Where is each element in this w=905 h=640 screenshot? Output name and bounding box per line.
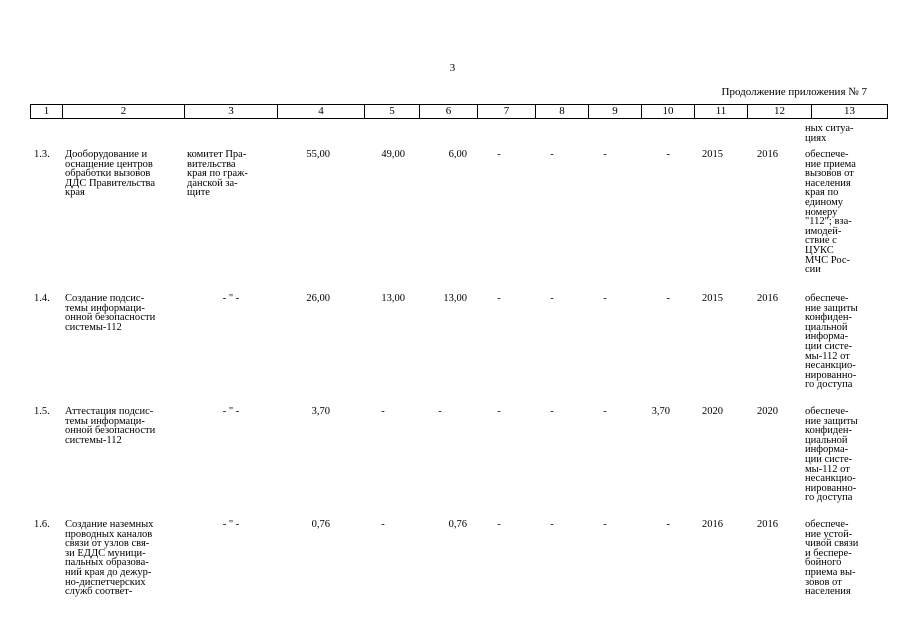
row-1-3-col6: 6,00 bbox=[448, 149, 467, 160]
row-1-5-col11: 2020 bbox=[702, 406, 723, 417]
continuation-title: Продолжение приложения № 7 bbox=[721, 86, 867, 98]
row-1-4-col12: 2016 bbox=[757, 293, 778, 304]
row-1-3-col5: 49,00 bbox=[381, 149, 405, 160]
row-1-5-col5: - bbox=[381, 406, 385, 417]
row-1-3-col9: - bbox=[603, 149, 607, 160]
row-1-4-col6: 13,00 bbox=[443, 293, 467, 304]
row-1-3-col11: 2015 bbox=[702, 149, 723, 160]
row-1-3-name: Дооборудование и оснащение центров обработки вызовов ДДС Правительства края bbox=[65, 149, 156, 199]
row-1-3-number: 1.3. bbox=[34, 149, 50, 160]
row-1-6-col7: - bbox=[497, 519, 501, 530]
column-header-6: 6 bbox=[420, 105, 478, 119]
column-header-4: 4 bbox=[278, 105, 365, 119]
row-1-6-col6: 0,76 bbox=[448, 519, 467, 530]
row-1-6-executor: - " - bbox=[222, 519, 240, 530]
row-1-4-col9: - bbox=[603, 293, 607, 304]
column-header-9: 9 bbox=[589, 105, 642, 119]
column-header-3: 3 bbox=[185, 105, 278, 119]
column-header-2: 2 bbox=[63, 105, 185, 119]
column-header-1: 1 bbox=[31, 105, 63, 119]
row-1-4-col7: - bbox=[497, 293, 501, 304]
row-1-5-number: 1.5. bbox=[34, 406, 50, 417]
column-header-row bbox=[31, 105, 888, 119]
row-1-6-col12: 2016 bbox=[757, 519, 778, 530]
row-1-4-col11: 2015 bbox=[702, 293, 723, 304]
row-1-5-col7: - bbox=[497, 406, 501, 417]
row-1-6-col11: 2016 bbox=[702, 519, 723, 530]
row-1-4-number: 1.4. bbox=[34, 293, 50, 304]
row-1-6-col5: - bbox=[381, 519, 385, 530]
row-1-5-col4: 3,70 bbox=[311, 406, 330, 417]
row-1-4-col5: 13,00 bbox=[381, 293, 405, 304]
row-1-5-col12: 2020 bbox=[757, 406, 778, 417]
row-1-3-col8: - bbox=[550, 149, 554, 160]
column-header-12: 12 bbox=[748, 105, 812, 119]
row-1-4-col8: - bbox=[550, 293, 554, 304]
row-1-4-result: обеспече- ние защиты конфиден- циальной информа- ции систе- мы-112 от несанкцио- нированно- го доступа bbox=[805, 293, 858, 391]
row-1-3-executor: комитет Пра- вительства края по граж- данской за- щите bbox=[187, 149, 248, 199]
column-header-7: 7 bbox=[478, 105, 536, 119]
column-header-11: 11 bbox=[695, 105, 748, 119]
row-1-4-executor: - " - bbox=[222, 293, 240, 304]
row-1-5-name: Аттестация подсис- темы информаци- онной безопасности системы-112 bbox=[65, 406, 156, 446]
row-1-5-col10: 3,70 bbox=[651, 406, 670, 417]
carryover-result-text: ных ситуа- циях bbox=[805, 123, 854, 144]
column-header-8: 8 bbox=[536, 105, 589, 119]
row-1-5-executor: - " - bbox=[222, 406, 240, 417]
row-1-6-col10: - bbox=[666, 519, 670, 530]
row-1-3-col7: - bbox=[497, 149, 501, 160]
row-1-6-col8: - bbox=[550, 519, 554, 530]
row-1-3-col4: 55,00 bbox=[306, 149, 330, 160]
row-1-3-col10: - bbox=[666, 149, 670, 160]
row-1-4-col10: - bbox=[666, 293, 670, 304]
row-1-5-result: обеспече- ние защиты конфиден- циальной информа- ции систе- мы-112 от несанкцио- нированно- го доступа bbox=[805, 406, 858, 504]
row-1-6-name: Создание наземных проводных каналов связи от узлов свя- зи ЕДДС муници- пальных образова- ний края до дежур- но-диспетчерских служб соответ- bbox=[65, 519, 154, 598]
row-1-3-col12: 2016 bbox=[757, 149, 778, 160]
row-1-5-col8: - bbox=[550, 406, 554, 417]
row-1-6-result: обеспече- ние устой- чивой связи и беспере- бойного приема вы- зовов от населения bbox=[805, 519, 859, 598]
column-header-table bbox=[30, 104, 888, 119]
row-1-3-result: обеспече- ние приема вызовов от населения края по единому номеру "112"; вза- имодей- ствие с ЦУКС МЧС Рос- сии bbox=[805, 149, 856, 276]
row-1-5-col9: - bbox=[603, 406, 607, 417]
row-1-6-col9: - bbox=[603, 519, 607, 530]
row-1-6-col4: 0,76 bbox=[311, 519, 330, 530]
page-number: 3 bbox=[449, 62, 456, 74]
column-header-13: 13 bbox=[812, 105, 888, 119]
row-1-4-name: Создание подсис- темы информаци- онной безопасности системы-112 bbox=[65, 293, 156, 333]
row-1-5-col6: - bbox=[438, 406, 442, 417]
column-header-5: 5 bbox=[365, 105, 420, 119]
column-header-10: 10 bbox=[642, 105, 695, 119]
row-1-6-number: 1.6. bbox=[34, 519, 50, 530]
row-1-4-col4: 26,00 bbox=[306, 293, 330, 304]
